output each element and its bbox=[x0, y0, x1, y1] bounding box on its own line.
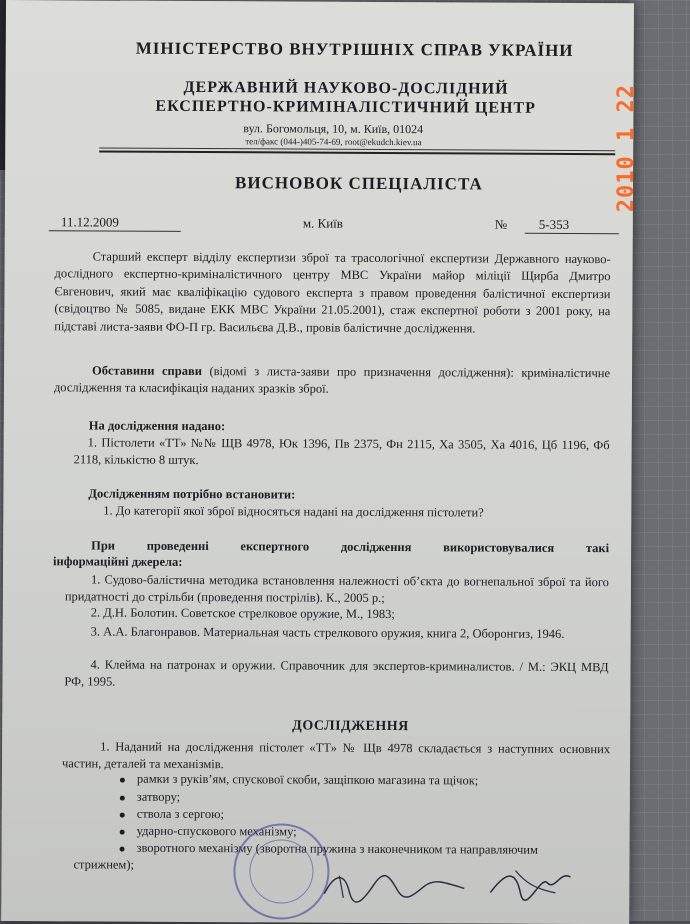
ministry-name: МІНІСТЕРСТВО ВНУТРІШНІХ СПРАВ УКРАЇНИ bbox=[135, 38, 574, 60]
list-item: рамки з руків’ям, спускової скоби, защіпкою магазина та щічок; bbox=[120, 772, 478, 789]
intro-paragraph: Старший експерт відділу експертизи зброї та трасологічної експертизи Державного науково-дослідного експертно-криміналістичного центру МВС України майор міліції Щирба Дмитро Євгенович, який має кваліфікацію судового експерта з правом проведення балістичної експертизи (свідоцтво № 5085, видане ЕКК МВС України 21.05.2001), стаж експертної роботи з 2001 року, на підставі листа-заяви ФО-П гр. Васильєва Д.В., провів балістичне дослідження. bbox=[54, 249, 611, 336]
number-sign: № bbox=[494, 216, 508, 232]
document-number: 5-353 bbox=[525, 217, 619, 234]
document-date: 11.12.2009 bbox=[49, 214, 181, 232]
document-page bbox=[1, 0, 634, 924]
address: вул. Богомольця, 10, м. Київ, 01024 bbox=[243, 121, 424, 137]
sources-heading-line2: інформаційні джерела: bbox=[53, 554, 183, 569]
sources-heading-line1: При проведенні експертного дослідження використовувалися такі bbox=[91, 538, 610, 556]
source-4: 4. Клейма на патронах и оружии. Справочник для экспертов-криминалистов. / М.: ЭКЦ МВД РФ, 1995. bbox=[64, 657, 609, 689]
signature-2 bbox=[485, 863, 575, 903]
document-city: м. Київ bbox=[302, 215, 343, 231]
document-title: ВИСНОВОК СПЕЦІАЛІСТА bbox=[234, 173, 483, 194]
source-3: 3. А.А. Благонравов. Материальная часть стрелкового оружия, книга 2, Оборонгиз, 1946. bbox=[90, 624, 565, 641]
bullet-icon bbox=[120, 829, 125, 834]
submitted-heading: На дослідження надано: bbox=[88, 418, 226, 434]
signature-1 bbox=[319, 864, 469, 905]
circumstances-paragraph bbox=[54, 362, 610, 400]
question-1: 1. До категорії якої зброї відносяться надані на дослідження пістолети? bbox=[103, 503, 484, 520]
circumstances-label: Обставини справи bbox=[92, 363, 202, 379]
list-item: ударно-спускового механізму; bbox=[120, 824, 297, 840]
list-item: зворотного механізму (зворотна пружина з наконечником та направляючим bbox=[120, 841, 538, 858]
source-2: 2. Д.Н. Болотин. Советское стрелковое оружие, М., 1983; bbox=[90, 605, 395, 622]
list-item: ствола з сергою; bbox=[120, 807, 224, 823]
center-name-line2: ЕКСПЕРТНО-КРИМІНАЛІСТИЧНИЙ ЦЕНТР bbox=[155, 97, 536, 117]
bullet-icon bbox=[120, 777, 125, 782]
list-item: затвору; bbox=[120, 790, 180, 805]
center-name-line1: ДЕРЖАВНИЙ НАУКОВО-ДОСЛІДНИЙ bbox=[183, 78, 509, 98]
submitted-text: 1. Пістолети «ТТ» №№ ЩВ 4978, Юк 1396, Пв 2375, Фн 2115, Ха 3505, Ха 4016, Цб 1196, Фб 2118, кількістю 8 штук. bbox=[73, 435, 610, 468]
bullet-icon bbox=[120, 795, 125, 800]
research-heading: ДОСЛІДЖЕННЯ bbox=[292, 718, 409, 735]
circumstances-text: (відомі з листа-заяви про призначення дослідження): криміналістичне дослідження та класифікація наданих зразків зброї. bbox=[53, 364, 611, 397]
research-paragraph-1: 1. Наданий на дослідження пістолет «ТТ» № Щв 4978 складається з наступних основних частин, деталей та механізмів. bbox=[61, 739, 611, 772]
official-seal-stamp bbox=[233, 823, 330, 920]
bullet-icon bbox=[120, 846, 125, 851]
questions-heading: Дослідженням потрібно встановити: bbox=[88, 486, 296, 502]
header-rule-thick bbox=[99, 150, 615, 155]
camera-timestamp: 2010 1 22 bbox=[614, 84, 639, 213]
source-1: 1. Судово-балістична методика встановлення належності об’єкта до вогнепальної зброї та його придатності до стрільби (проведення пострілів). К., 2005 р.; bbox=[64, 572, 609, 606]
contacts: тел/факс (044-)405-74-69, root@ekudch.kiev.ua bbox=[245, 136, 422, 148]
list-item-continuation: стрижнем); bbox=[73, 857, 135, 872]
bullet-icon bbox=[120, 812, 125, 817]
